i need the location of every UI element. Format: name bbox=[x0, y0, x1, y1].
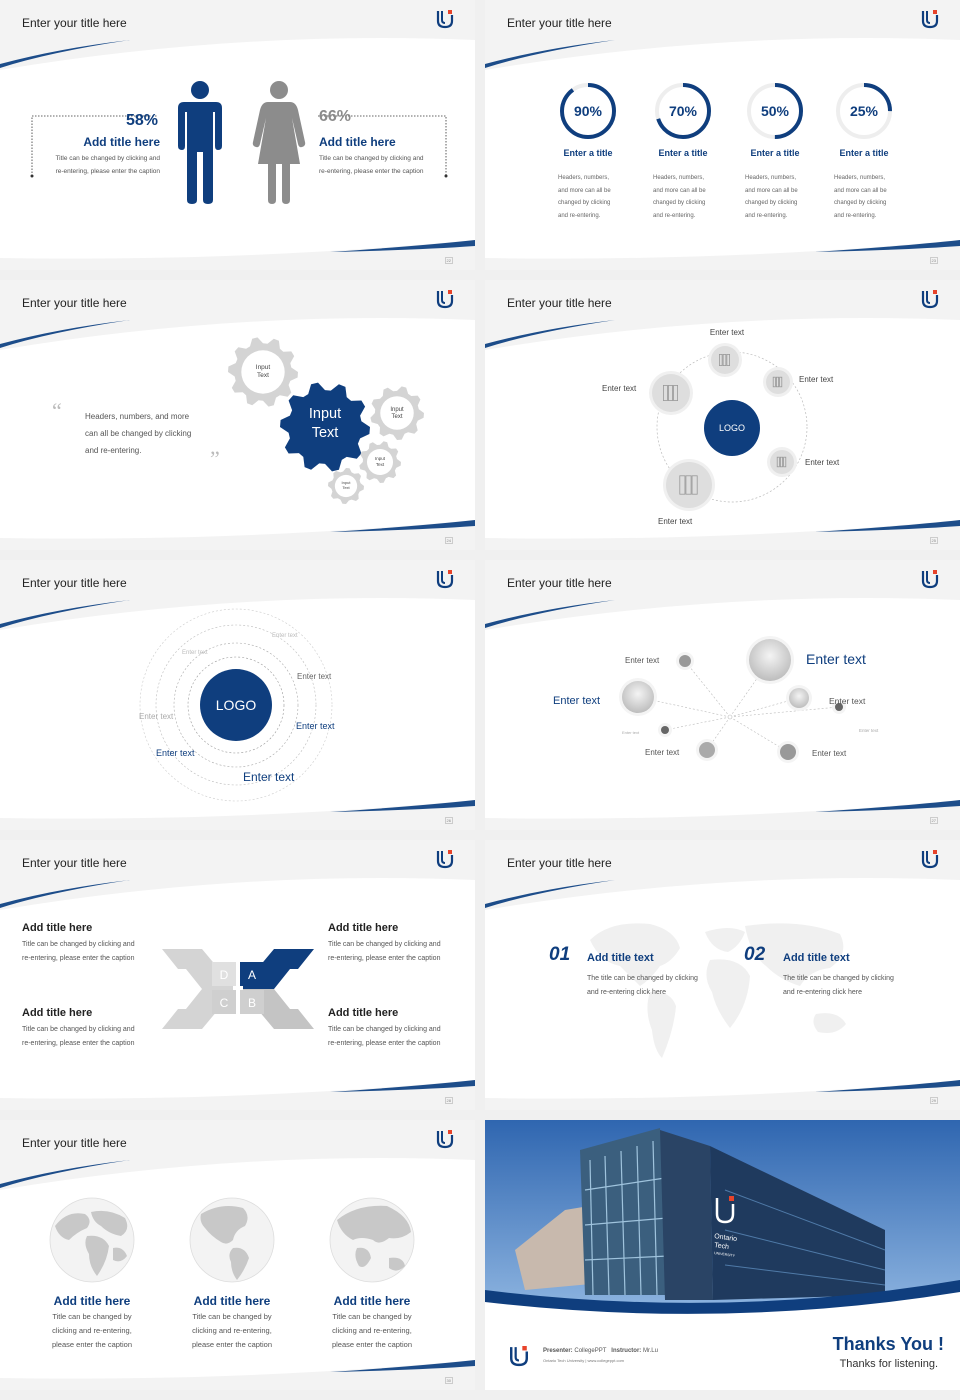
page-number: 27 bbox=[931, 818, 936, 823]
gear-small-4-label-a: Input bbox=[341, 480, 351, 485]
progress-title-1: Enter a title bbox=[563, 148, 613, 158]
slide-30[interactable] bbox=[0, 1120, 475, 1390]
close-quote-icon: ” bbox=[210, 446, 220, 471]
progress-desc-2: Headers, numbers, and more can all be changed by clicking and re-entering. bbox=[653, 175, 706, 219]
globe-block-1: Add title here Title can be changed by clicking and re-entering, please enter the caption bbox=[51, 1294, 133, 1349]
progress-ring-3 bbox=[740, 76, 810, 146]
slide-closing[interactable] bbox=[485, 1120, 960, 1390]
closing-wave bbox=[485, 1260, 960, 1390]
label-tiny-left: Enter text bbox=[622, 730, 640, 735]
page-number: 24 bbox=[446, 538, 451, 543]
progress-desc-1: Headers, numbers, and more can all be changed by clicking and re-entering. bbox=[558, 175, 611, 219]
label-left: Enter text bbox=[553, 695, 601, 707]
progress-ring-1 bbox=[553, 76, 623, 146]
page-number: 26 bbox=[446, 818, 451, 823]
item-2-title: Add title text bbox=[783, 952, 850, 964]
page-number: 28 bbox=[446, 1098, 451, 1103]
progress-percentage: 25% bbox=[849, 103, 879, 119]
slide-title: Enter your title here bbox=[22, 16, 127, 30]
university-logo-icon bbox=[436, 849, 454, 869]
progress-percentage: 90% bbox=[573, 103, 603, 119]
label-ring-2: Enter text bbox=[297, 672, 332, 681]
slide-title: Enter your title here bbox=[507, 856, 612, 870]
female-percentage: 66% bbox=[319, 108, 352, 125]
progress-ring-4 bbox=[829, 76, 899, 146]
label-ring-4: Enter text bbox=[272, 633, 298, 639]
label-right-top: Enter text bbox=[799, 375, 834, 384]
slide-title: Enter your title here bbox=[22, 856, 127, 870]
gear-small-1-label-a: Input bbox=[255, 364, 271, 371]
progress-percentage: 50% bbox=[760, 103, 790, 119]
slide-29[interactable] bbox=[485, 840, 960, 1110]
item-2-caption: The title can be changed by clicking and re-entering click here bbox=[783, 975, 894, 996]
gear-small-3-label-b: Text bbox=[375, 462, 385, 467]
item-1-number: 01 bbox=[549, 944, 571, 965]
label-left: Enter text bbox=[602, 384, 637, 393]
letter-d: D bbox=[219, 968, 229, 982]
label-ring-left: Enter text bbox=[139, 712, 174, 721]
male-caption: Title can be changed by clicking and re-entering, please enter the caption bbox=[55, 155, 160, 175]
gear-small-3-label-a: Input bbox=[374, 456, 386, 461]
progress-desc-4: Headers, numbers, and more can all be changed by clicking and re-entering. bbox=[834, 175, 887, 219]
slide-title: Enter your title here bbox=[22, 1136, 127, 1150]
label-ring-1: Enter text bbox=[296, 721, 335, 731]
network-diagram bbox=[485, 560, 960, 830]
slide-28[interactable] bbox=[0, 840, 475, 1110]
male-percentage: 58% bbox=[125, 112, 158, 129]
letter-c: C bbox=[219, 996, 229, 1010]
globe-block-2: Add title here Title can be changed by clicking and re-entering, please enter the caption bbox=[191, 1294, 273, 1349]
label-tiny-right: Enter text bbox=[859, 728, 879, 733]
page-number: 25 bbox=[931, 538, 936, 543]
label-right-bottom: Enter text bbox=[805, 458, 840, 467]
presenter-line: Presenter: CollegePPT Instructor: Mr.Lu bbox=[543, 1348, 658, 1354]
progress-title-3: Enter a title bbox=[750, 148, 800, 158]
male-title: Add title here bbox=[83, 135, 160, 149]
gear-small-2-label-b: Text bbox=[391, 414, 403, 420]
globe-asia-icon bbox=[327, 1196, 417, 1284]
item-1-caption: The title can be changed by clicking and re-entering click here bbox=[587, 975, 698, 996]
block-bottom-left: Add title here Title can be changed by clicking and re-entering, please enter the caption bbox=[22, 1007, 135, 1047]
page-number: 30 bbox=[446, 1378, 451, 1383]
university-logo-icon bbox=[921, 849, 939, 869]
progress-ring-2 bbox=[648, 76, 718, 146]
item-1-title: Add title text bbox=[587, 952, 654, 964]
female-caption: Title can be changed by clicking and re-entering, please enter the caption bbox=[319, 155, 424, 175]
sign-university: UNIVERSITY bbox=[713, 1251, 736, 1258]
label-big: Enter text bbox=[806, 651, 866, 667]
slide-title: Enter your title here bbox=[22, 296, 127, 310]
label-ring-3: Enter text bbox=[182, 650, 208, 656]
female-title: Add title here bbox=[319, 135, 396, 149]
thanks-subtitle: Thanks for listening. bbox=[839, 1358, 938, 1370]
slide-title: Enter your title here bbox=[507, 296, 612, 310]
slide-25[interactable] bbox=[485, 280, 960, 550]
slide-title: Enter your title here bbox=[22, 576, 127, 590]
gear-small-4-label-b: Text bbox=[342, 485, 350, 490]
block-top-left: Add title here Title can be changed by clicking and re-entering, please enter the caption bbox=[22, 922, 135, 962]
sign-tech: Tech bbox=[713, 1242, 730, 1252]
concentric-diagram bbox=[0, 560, 475, 830]
university-logo-icon bbox=[436, 289, 454, 309]
progress-desc-3: Headers, numbers, and more can all be changed by clicking and re-entering. bbox=[745, 175, 798, 219]
university-logo-icon bbox=[509, 1344, 529, 1368]
open-quote-icon: “ bbox=[52, 398, 62, 423]
slide-24[interactable] bbox=[0, 280, 475, 550]
male-figure-icon bbox=[176, 80, 224, 205]
label-bottom-right: Enter text bbox=[812, 749, 847, 758]
progress-title-4: Enter a title bbox=[839, 148, 889, 158]
slide-27[interactable] bbox=[485, 560, 960, 830]
globe-americas-icon bbox=[187, 1196, 277, 1284]
gears-diagram bbox=[220, 330, 440, 510]
gear-main-label-b: Text bbox=[311, 425, 339, 441]
female-figure-icon bbox=[252, 80, 306, 205]
label-bottom-left: Enter text bbox=[645, 748, 680, 757]
page-number: 23 bbox=[931, 258, 936, 263]
page-number: 22 bbox=[446, 258, 451, 263]
label-ring-bottom: Enter text bbox=[243, 770, 295, 784]
block-top-right: Add title here Title can be changed by clicking and re-entering, please enter the caption bbox=[328, 922, 441, 962]
sign-ontario: Ontario bbox=[713, 1233, 738, 1244]
university-logo-icon bbox=[921, 9, 939, 29]
letter-a: A bbox=[247, 968, 257, 982]
progress-title-2: Enter a title bbox=[658, 148, 708, 158]
label-right: Enter text bbox=[829, 696, 866, 706]
slide-23[interactable] bbox=[485, 0, 960, 270]
slide-26[interactable] bbox=[0, 560, 475, 830]
gear-small-2-label-a: Input bbox=[390, 407, 404, 413]
university-logo-icon bbox=[436, 1129, 454, 1149]
label-ring-bottom-left: Enter text bbox=[156, 748, 195, 758]
label-bottom: Enter text bbox=[658, 517, 693, 526]
gear-main-label-a: Input bbox=[308, 406, 342, 422]
slide-title: Enter your title here bbox=[507, 576, 612, 590]
quote-text: Headers, numbers, and more can all be changed by clicking and re-entering. bbox=[85, 412, 192, 455]
letter-b: B bbox=[247, 996, 257, 1010]
university-logo-icon bbox=[436, 9, 454, 29]
globe-africa-icon bbox=[47, 1196, 137, 1284]
page-number: 29 bbox=[931, 1098, 936, 1103]
item-2-number: 02 bbox=[744, 944, 766, 965]
label-1: Enter text bbox=[625, 656, 660, 665]
slide-title: Enter your title here bbox=[507, 16, 612, 30]
gear-small-1-label-b: Text bbox=[257, 372, 269, 379]
x-shape-diagram bbox=[160, 946, 316, 1032]
center-logo-text: LOGO bbox=[215, 697, 257, 713]
globe-block-3: Add title here Title can be changed by clicking and re-entering, please enter the caption bbox=[331, 1294, 413, 1349]
presenter-subline: Ontario Tech University | www.collegeppt.com bbox=[543, 1358, 624, 1363]
progress-percentage: 70% bbox=[668, 103, 698, 119]
center-logo-text: LOGO bbox=[718, 423, 746, 433]
cycle-diagram bbox=[485, 280, 960, 550]
thanks-title: Thanks You ! bbox=[832, 1334, 944, 1354]
block-bottom-right: Add title here Title can be changed by clicking and re-entering, please enter the caption bbox=[328, 1007, 441, 1047]
slide-22[interactable] bbox=[0, 0, 475, 270]
label-top: Enter text bbox=[709, 328, 745, 337]
